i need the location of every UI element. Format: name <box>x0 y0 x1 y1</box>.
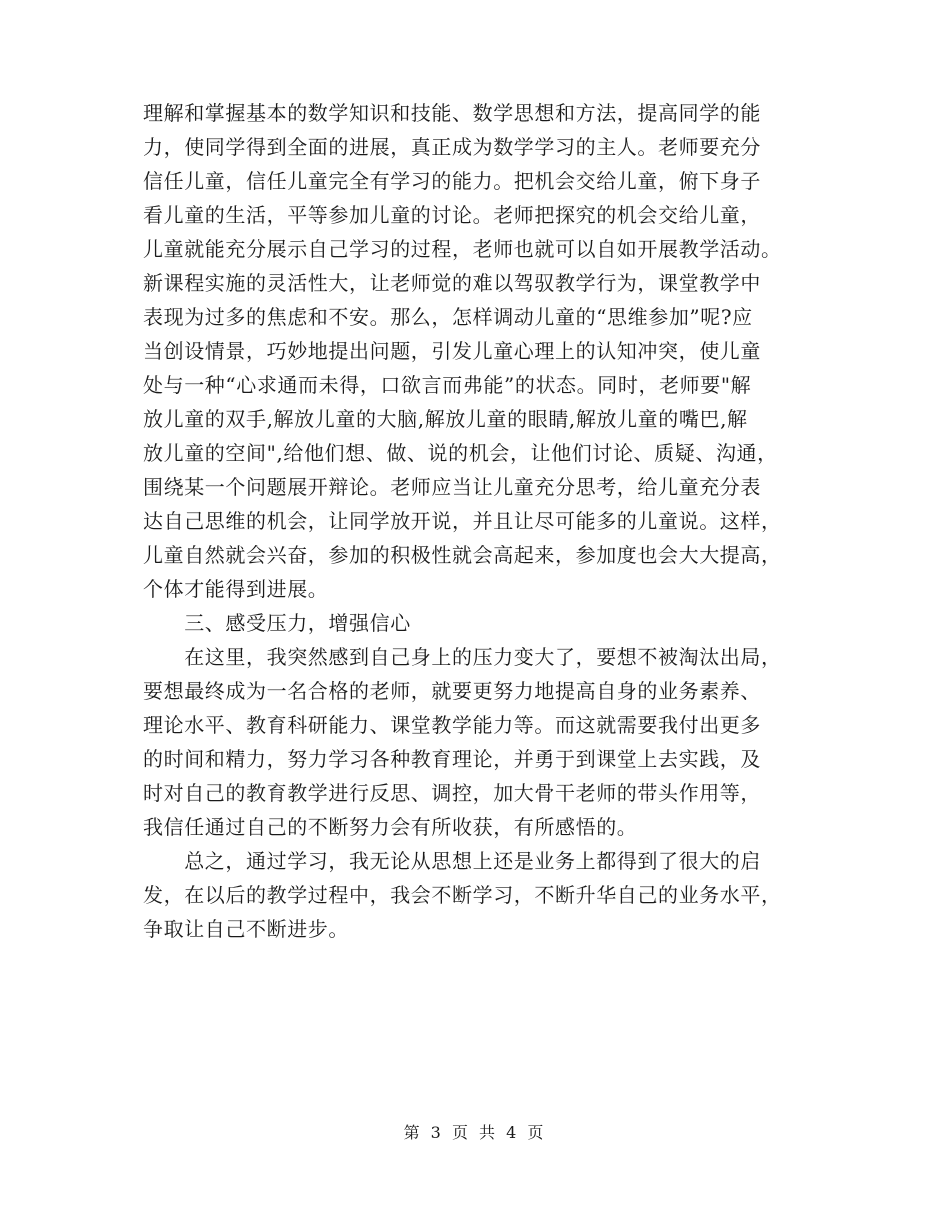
text-line: 时对自己的教育教学进行反思、调控，加大骨干老师的带头作用等， <box>143 781 761 805</box>
text-line: 发，在以后的教学过程中，我会不断学习，不断升华自己的业务水平， <box>143 883 782 907</box>
text-line: 争取让自己不断进步。 <box>143 917 349 941</box>
text-line: 放儿童的空间",给他们想、做、说的机会，让他们讨论、质疑、沟通， <box>143 441 778 465</box>
text-line: 理解和掌握基本的数学知识和技能、数学思想和方法，提高同学的能 <box>143 101 761 125</box>
text-line: 信任儿童，信任儿童完全有学习的能力。把机会交给儿童，俯下身子 <box>143 169 761 193</box>
text-line: 表现为过多的焦虑和不安。那么，怎样调动儿童的“思维参加”呢?应 <box>143 305 753 329</box>
text-line: 处与一种“心求通而未得，口欲言而弗能”的状态。同时，老师要"解 <box>143 373 752 397</box>
text-line: 总之，通过学习，我无论从思想上还是业务上都得到了很大的启 <box>143 849 761 873</box>
text-line: 要想最终成为一名合格的老师，就要更努力地提高自身的业务素养、 <box>143 679 761 703</box>
text-line: 在这里，我突然感到自己身上的压力变大了，要想不被淘汰出局， <box>143 645 782 669</box>
text-line: 围绕某一个问题展开辩论。老师应当让儿童充分思考，给儿童充分表 <box>143 475 761 499</box>
text-line: 的时间和精力，努力学习各种教育理论，并勇于到课堂上去实践，及 <box>143 747 761 771</box>
text-line: 个体才能得到进展。 <box>143 577 329 601</box>
text-line: 我信任通过自己的不断努力会有所收获，有所感悟的。 <box>143 815 638 839</box>
page-number-footer: 第 3 页 共 4 页 <box>403 1123 547 1142</box>
body-text <box>143 96 813 946</box>
text-line: 达自己思维的机会，让同学放开说，并且让尽可能多的儿童说。这样， <box>143 509 782 533</box>
text-line: 看儿童的生活，平等参加儿童的讨论。老师把探究的机会交给儿童， <box>143 203 761 227</box>
text-line: 当创设情景，巧妙地提出问题，引发儿童心理上的认知冲突，使儿童 <box>143 339 761 363</box>
text-line: 力，使同学得到全面的进展，真正成为数学学习的主人。老师要充分 <box>143 135 761 159</box>
text-line: 理论水平、教育科研能力、课堂教学能力等。而这就需要我付出更多 <box>143 713 761 737</box>
text-line: 新课程实施的灵活性大，让老师觉的难以驾驭教学行为，课堂教学中 <box>143 271 761 295</box>
text-line: 儿童自然就会兴奋，参加的积极性就会高起来，参加度也会大大提高， <box>143 543 782 567</box>
section-heading: 三、感受压力，增强信心 <box>143 611 411 635</box>
text-line: 放儿童的双手,解放儿童的大脑,解放儿童的眼睛,解放儿童的嘴巴,解 <box>143 407 748 431</box>
text-line: 儿童就能充分展示自己学习的过程，老师也就可以自如开展教学活动。 <box>143 237 782 261</box>
